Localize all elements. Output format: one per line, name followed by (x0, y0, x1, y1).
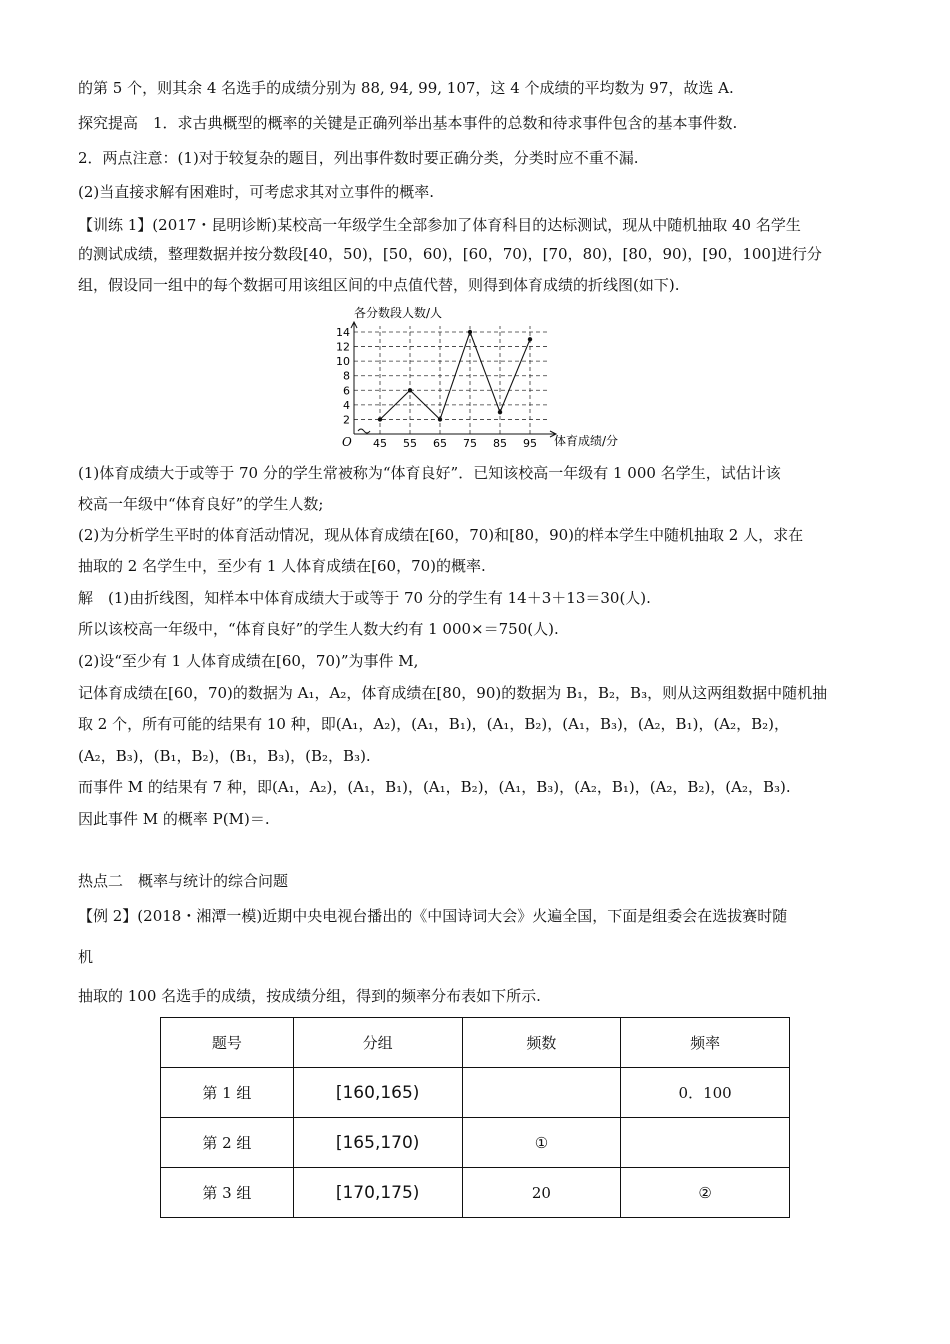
chart-x-tick-label: 65 (433, 437, 447, 450)
frequency-table (160, 1017, 790, 1218)
example-line-3: 抽取的 100 名选手的成绩，按成绩分组，得到的频率分布表如下所示. (78, 987, 541, 1005)
chart-x-axis-title: 体育成绩/分 (554, 434, 619, 448)
chart-data-point (498, 410, 502, 414)
table-header-row (161, 1018, 790, 1068)
chart-data-point (438, 417, 442, 421)
table-cell: 第 3 组 (161, 1168, 294, 1218)
chart-x-tick-label: 55 (403, 437, 417, 450)
solution-line-1: 解 (1)由折线图，知样本中体育成绩大于或等于 70 分的学生有 14＋3＋13＝30(人). (78, 589, 651, 607)
question-1-line-1: (1)体育成绩大于或等于 70 分的学生常被称为“体育良好”．已知该校高一年级有 1 000 名学生，试估计该 (78, 464, 781, 482)
paragraph-insight-2: 2．两点注意：(1)对于较复杂的题目，列出事件数时要正确分类，分类时应不重不漏. (78, 149, 639, 167)
chart-y-tick-label: 10 (336, 355, 350, 369)
table-cell: ① (462, 1118, 621, 1168)
chart-origin-label: O (342, 435, 352, 449)
solution-line-4: 记体育成绩在[60，70)的数据为 A₁，A₂，体育成绩在[80，90)的数据为 B₁，B₂，B₃，则从这两组数据中随机抽 (78, 684, 828, 702)
table-header-cell: 频数 (462, 1018, 621, 1068)
chart-y-tick-label: 14 (336, 326, 350, 339)
table-cell (621, 1118, 790, 1168)
exercise-intro-line-2: 的测试成绩，整理数据并按分数段[40，50)，[50，60)，[60，70)，[70，80)，[80，90)，[90，100]进行分 (78, 245, 822, 263)
chart-y-tick-label: 6 (343, 384, 350, 398)
section-heading: 热点二 概率与统计的综合问题 (78, 872, 289, 890)
solution-line-6: (A₂，B₃)，(B₁，B₂)，(B₁，B₃)，(B₂，B₃). (78, 747, 371, 765)
table-row (161, 1118, 790, 1168)
chart-y-axis-title: 各分数段人数/人 (354, 306, 443, 320)
solution-line-3: (2)设“至少有 1 人体育成绩在[60，70)”为事件 M, (78, 652, 419, 670)
chart-x-tick-label: 85 (493, 437, 507, 450)
table-cell: 第 2 组 (161, 1118, 294, 1168)
table-cell: [165,170) (293, 1118, 462, 1168)
chart-data-point (468, 330, 472, 334)
example-line-2: 机 (78, 948, 94, 966)
question-1-line-2: 校高一年级中“体育良好”的学生人数; (78, 495, 324, 513)
chart-data-point (528, 337, 532, 341)
chart-series-line (380, 332, 530, 419)
table-cell: 0．100 (621, 1068, 790, 1118)
table-cell: 第 1 组 (161, 1068, 294, 1118)
table-cell: ② (621, 1168, 790, 1218)
chart-y-tick-label: 2 (343, 413, 350, 427)
table-cell: [170,175) (293, 1168, 462, 1218)
solution-line-7: 而事件 M 的结果有 7 种，即(A₁，A₂)，(A₁，B₁)，(A₁，B₂)，(A₁，B₃)，(A₂，B₁)，(A₂，B₂)，(A₂，B₃). (78, 778, 791, 796)
solution-line-8: 因此事件 M 的概率 P(M)＝. (78, 810, 270, 828)
table-cell: [160,165) (293, 1068, 462, 1118)
paragraph-insight-1: 探究提高 1．求古典概型的概率的关键是正确列举出基本事件的总数和待求事件包含的基本事件数. (78, 114, 738, 132)
chart-data-point (378, 417, 382, 421)
chart-y-tick-label: 8 (343, 369, 350, 383)
chart-y-tick-label: 12 (336, 340, 350, 354)
paragraph-insight-3: (2)当直接求解有困难时，可考虑求其对立事件的概率. (78, 183, 435, 201)
table-row (161, 1168, 790, 1218)
exercise-intro-line-1: 【训练 1】(2017・昆明诊断)某校高一年级学生全部参加了体育科目的达标测试，现从中随机抽取 40 名学生 (78, 216, 801, 234)
solution-line-2: 所以该校高一年级中，“体育良好”的学生人数大约有 1 000×＝750(人). (78, 620, 559, 638)
chart-data-point (408, 388, 412, 392)
chart-y-tick-label: 4 (343, 398, 350, 412)
solution-line-5: 取 2 个，所有可能的结果有 10 种，即(A₁，A₂)，(A₁，B₁)，(A₁，B₂)，(A₁，B₃)，(A₂，B₁)，(A₂，B₂)， (78, 715, 790, 733)
paragraph-previous-answer: 的第 5 个，则其余 4 名选手的成绩分别为 88, 94, 99, 107，这 4 个成绩的平均数为 97，故选 A. (78, 79, 734, 97)
chart-x-tick-label: 95 (523, 437, 537, 450)
table-row (161, 1068, 790, 1118)
table-header-cell: 题号 (161, 1018, 294, 1068)
example-line-1: 【例 2】(2018・湘潭一模)近期中央电视台播出的《中国诗词大会》火遍全国，下面是组委会在选拔赛时随 (78, 907, 788, 925)
chart-axis-break (358, 429, 370, 433)
line-chart (318, 300, 628, 452)
chart-x-tick-label: 45 (373, 437, 387, 450)
table-header-cell: 分组 (293, 1018, 462, 1068)
table-cell: 20 (462, 1168, 621, 1218)
exercise-intro-line-3: 组，假设同一组中的每个数据可用该组区间的中点值代替，则得到体育成绩的折线图(如下). (78, 276, 680, 294)
table-header-cell: 频率 (621, 1018, 790, 1068)
question-2-line-2: 抽取的 2 名学生中，至少有 1 人体育成绩在[60，70)的概率. (78, 557, 486, 575)
chart-x-tick-label: 75 (463, 437, 477, 450)
table-cell (462, 1068, 621, 1118)
question-2-line-1: (2)为分析学生平时的体育活动情况，现从体育成绩在[60，70)和[80，90)的样本学生中随机抽取 2 人，求在 (78, 526, 804, 544)
